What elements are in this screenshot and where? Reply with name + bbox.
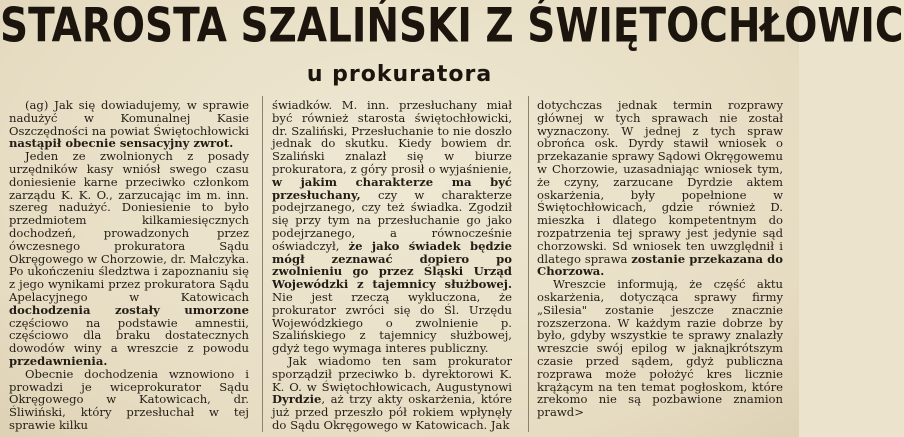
text: Jak wiadomo ten sam prokurator sporządził przeciwko b. dyrektorowi K. K. O. w Świętochłowicach, Augustynowi bbox=[272, 353, 512, 394]
bold-text: Dyrdzie bbox=[272, 392, 322, 407]
bold-text: zostanie przekazana do Chorzowa. bbox=[537, 251, 783, 279]
paragraph bbox=[9, 150, 249, 368]
text: , aż trzy akty oskarżenia, które już przed przeszło pół rokiem wpłynęły do Sądu Okręgowego w Katowicach. Jak bbox=[272, 392, 512, 432]
text: (ag) Jak się dowiadujemy, w sprawie nadużyć w Komunalnej Kasie Oszczędności na powiat Świętochłowicki bbox=[9, 98, 249, 138]
text: W jednej z tych spraw obrońca osk. Dyrdy stawił wniosek o przekazanie sprawy Sądowi Okręgowemu w Chorzowie, uzasadniając wniosek tym, że czyny, zarzucane Dyrdzie aktem oskarżenia, były popełnione w Świętochłowicach, gdzie również D. mieszka i dlatego kompetentnym do rozpatrzenia tej sprawy jest jedynie sąd chorzowski. Sd wniosek ten uwzględnił i dlatego sprawa bbox=[537, 123, 783, 266]
text: dotychczas jednak termin rozprawy głównej w tych sprawach nie został wyznaczony. bbox=[537, 98, 783, 138]
text: Obecnie dochodzenia wznowiono i prowadzi je wiceprokurator Sądu Okręgowego w Katowicach, dr. Śliwiński, który przesłuchał w tej sprawie kilku bbox=[9, 366, 249, 432]
bold-text: nastąpił obecnie sensacyjny zwrot. bbox=[9, 136, 234, 151]
text: Wreszcie informują, że część aktu oskarżenia, dotycząca sprawy firmy „Silesia" zostanie jeszcze znacznie rozszerzona. W każdym razie dobrze by było, gdyby wszystkie te sprawy znalazły wreszcie swój epilog w jaknajkrótszym czasie przed sądem, gdyż publiczna rozprawa może położyć kres licznie krążącym na ten temat pogłoskom, które zrekomo nie są pozbawione znamion prawd> bbox=[537, 277, 783, 420]
text: Nie jest rzeczą wykluczona, że prokurator zwróci się do Śl. Urzędu Wojewódzkiego o zwolnienie p. Szalińskiego z tajemnicy służbowej, gdyż tego wymaga interes publiczny. bbox=[272, 289, 512, 356]
text: świadków. M. inn. przesłuchany miał być również starosta świętochłowicki, dr. Szaliński, Przesłuchanie to nie doszło jednak do skutku. Kiedy bowiem dr. Szaliński znalazł się w biurze prokuratora, z góry prosił o wyjaśnienie, bbox=[272, 98, 512, 176]
article-column-1 bbox=[9, 99, 249, 435]
paragraph bbox=[537, 99, 783, 278]
column-divider bbox=[528, 96, 529, 432]
article-column-3 bbox=[537, 99, 783, 435]
paragraph bbox=[9, 99, 249, 150]
article-column-2 bbox=[272, 99, 512, 435]
paragraph bbox=[272, 355, 512, 432]
paragraph bbox=[537, 278, 783, 419]
bold-text: w jakim charakterze ma być przesłuchany, bbox=[272, 174, 512, 202]
headline: STAROSTA SZALIŃSKI Z ŚWIĘTOCHŁOWIC bbox=[0, 0, 904, 54]
paragraph bbox=[9, 368, 249, 432]
column-divider bbox=[262, 96, 263, 432]
paragraph bbox=[272, 99, 512, 355]
text: częściowo na podstawie amnestii, częściowo dla braku dostatecznych dowodów winy a wreszcie z powodu bbox=[9, 315, 249, 356]
text: czy w charakterze podejrzanego, czy też świadka. Zgodził się przy tym na przesłuchanie go jako podejrzanego, a równocześnie oświadczył, bbox=[272, 187, 512, 253]
bold-text: dochodzenia zostały umorzone bbox=[9, 302, 249, 317]
bold-text: że jako świadek będzie mógł zeznawać dopiero po zwolnieniu go przez Śląski Urząd Wojewódzki z tajemnicy służbowej. bbox=[272, 238, 512, 292]
bold-text: przedawnienia. bbox=[9, 353, 108, 368]
subheadline: u prokuratora bbox=[306, 62, 493, 87]
text: Jeden ze zwolnionych z posady urzędników kasy wniósł swego czasu doniesienie karne przeciwko członkom zarządu K. K. O., zarzucając im m. inn. szereg nadużyć. Doniesienie to było przedmiotem kilkamiesięcznych dochodzeń, prowadzonych przez ówczesnego prokuratora Sądu Okręgowego w Chorzowie, dr. Małczyka. Po ukończeniu śledztwa i zapoznaniu się z jego wynikami przez prokuratora Sądu Apelacyjnego w Katowicach bbox=[9, 149, 250, 304]
